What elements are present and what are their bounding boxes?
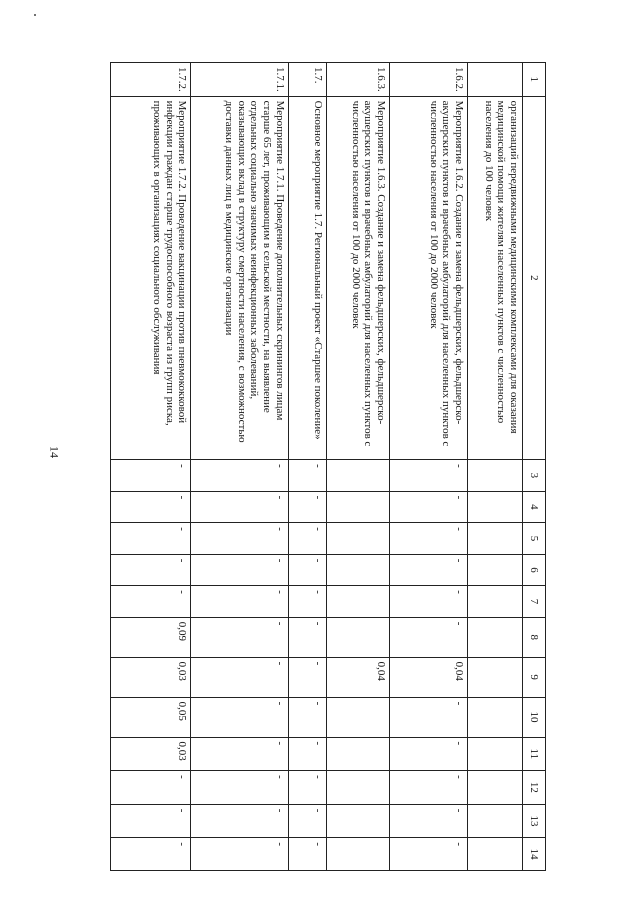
value-cell-col-6 [468, 554, 523, 586]
value-cell-col-10: - [288, 697, 326, 737]
value-cell-col-13: - [389, 804, 467, 838]
value-cell-col-4: - [191, 491, 288, 523]
value-cell-col-12 [326, 771, 389, 805]
column-header-9: 9 [523, 657, 546, 697]
row-number [468, 63, 523, 97]
value-cell-col-12: - [288, 771, 326, 805]
value-cell-col-9: - [288, 657, 326, 697]
value-cell-col-3: - [389, 460, 467, 492]
value-cell-col-10 [326, 697, 389, 737]
value-cell-col-12: - [389, 771, 467, 805]
value-cell-col-7 [326, 586, 389, 618]
table-frame [110, 62, 546, 871]
header-row [523, 63, 546, 871]
column-header-7: 7 [523, 586, 546, 618]
value-cell-col-10 [468, 697, 523, 737]
value-cell-col-8 [326, 617, 389, 657]
value-cell-col-7: - [111, 586, 191, 618]
value-cell-col-3: - [288, 460, 326, 492]
row-number: 1.6.3. [326, 63, 389, 97]
value-cell-col-6: - [191, 554, 288, 586]
value-cell-col-9: - [191, 657, 288, 697]
column-header-13: 13 [523, 804, 546, 838]
table-row [288, 63, 326, 871]
value-cell-col-6: - [389, 554, 467, 586]
value-cell-col-8: 0,09 [111, 617, 191, 657]
column-header-3: 3 [523, 460, 546, 492]
value-cell-col-5 [326, 523, 389, 555]
row-number: 1.7. [288, 63, 326, 97]
table-row [468, 63, 523, 871]
value-cell-col-7 [468, 586, 523, 618]
value-cell-col-11: 0,03 [111, 737, 191, 771]
value-cell-col-3: - [191, 460, 288, 492]
value-cell-col-9: 0,03 [111, 657, 191, 697]
value-cell-col-14 [326, 838, 389, 871]
value-cell-col-4: - [288, 491, 326, 523]
value-cell-col-13 [468, 804, 523, 838]
value-cell-col-5 [468, 523, 523, 555]
value-cell-col-8: - [288, 617, 326, 657]
value-cell-col-11 [468, 737, 523, 771]
value-cell-col-3 [326, 460, 389, 492]
value-cell-col-6: - [111, 554, 191, 586]
measure-description: Мероприятие 1.6.2. Создание и замена фельдшерских, фельдшерско-акушерских пунктов и врачебных амбулаторий для населенных пунктов с численностью населения от 100 до 2000 человек [389, 96, 467, 460]
column-header-1: 1 [523, 63, 546, 97]
value-cell-col-10: - [191, 697, 288, 737]
row-number: 1.7.1. [191, 63, 288, 97]
value-cell-col-3: - [111, 460, 191, 492]
measure-description: Мероприятие 1.6.3. Создание и замена фельдшерских, фельдшерско-акушерских пунктов и врачебных амбулаторий для населенных пунктов с численностью населения от 100 до 2000 человек [326, 96, 389, 460]
column-header-12: 12 [523, 771, 546, 805]
measure-description: Основное мероприятие 1.7. Региональный проект «Старшее поколение» [288, 96, 326, 460]
value-cell-col-5: - [389, 523, 467, 555]
row-number: 1.6.2. [389, 63, 467, 97]
value-cell-col-11: - [389, 737, 467, 771]
measure-description: организаций передвижными медицинскими комплексами для оказания медицинской помощи жителям населенных пунктов с численностью населения до 100 человек [468, 96, 523, 460]
column-header-2: 2 [523, 96, 546, 460]
value-cell-col-11: - [191, 737, 288, 771]
value-cell-col-4: - [111, 491, 191, 523]
value-cell-col-4: - [389, 491, 467, 523]
table-row [326, 63, 389, 871]
value-cell-col-13: - [191, 804, 288, 838]
table-row [389, 63, 467, 871]
value-cell-col-13: - [111, 804, 191, 838]
column-header-11: 11 [523, 737, 546, 771]
column-header-4: 4 [523, 491, 546, 523]
value-cell-col-14: - [191, 838, 288, 871]
value-cell-col-14 [468, 838, 523, 871]
value-cell-col-9: 0,04 [389, 657, 467, 697]
value-cell-col-8: - [191, 617, 288, 657]
value-cell-col-3 [468, 460, 523, 492]
value-cell-col-11 [326, 737, 389, 771]
measures-table [110, 62, 546, 871]
value-cell-col-14: - [389, 838, 467, 871]
value-cell-col-4 [468, 491, 523, 523]
value-cell-col-13 [326, 804, 389, 838]
value-cell-col-9 [468, 657, 523, 697]
value-cell-col-6: - [288, 554, 326, 586]
column-header-10: 10 [523, 697, 546, 737]
measure-description: Мероприятие 1.7.2. Проведение вакцинации против пневмококковой инфекции граждан старше трудоспособного возраста из групп риска, проживающих в организациях социального обслуживания [111, 96, 191, 460]
column-header-5: 5 [523, 523, 546, 555]
value-cell-col-11: - [288, 737, 326, 771]
value-cell-col-13: - [288, 804, 326, 838]
value-cell-col-8: - [389, 617, 467, 657]
value-cell-col-14: - [111, 838, 191, 871]
value-cell-col-14: - [288, 838, 326, 871]
table-body [111, 63, 523, 871]
value-cell-col-9: 0,04 [326, 657, 389, 697]
value-cell-col-12: - [191, 771, 288, 805]
value-cell-col-12 [468, 771, 523, 805]
column-header-14: 14 [523, 838, 546, 871]
row-number: 1.7.2. [111, 63, 191, 97]
column-header-6: 6 [523, 554, 546, 586]
value-cell-col-7: - [191, 586, 288, 618]
value-cell-col-5: - [111, 523, 191, 555]
measure-description: Мероприятие 1.7.1. Проведение дополнительных скринингов лицам старше 65 лет, проживающим в сельской местности, на выявление отдельных социально значимых неинфекционных заболеваний, оказывающих вклад в структуру смертности населения, с возможностью доставки данных лиц в медицинские организации [191, 96, 288, 460]
scan-speck [34, 14, 36, 16]
value-cell-col-7: - [389, 586, 467, 618]
value-cell-col-10: 0,05 [111, 697, 191, 737]
column-header-8: 8 [523, 617, 546, 657]
value-cell-col-5: - [191, 523, 288, 555]
value-cell-col-8 [468, 617, 523, 657]
value-cell-col-10: - [389, 697, 467, 737]
value-cell-col-6 [326, 554, 389, 586]
rotated-table-container [110, 62, 546, 871]
value-cell-col-7: - [288, 586, 326, 618]
page-number: 14 [47, 446, 62, 458]
table-row [191, 63, 288, 871]
value-cell-col-5: - [288, 523, 326, 555]
value-cell-col-12: - [111, 771, 191, 805]
table-row [111, 63, 191, 871]
value-cell-col-4 [326, 491, 389, 523]
